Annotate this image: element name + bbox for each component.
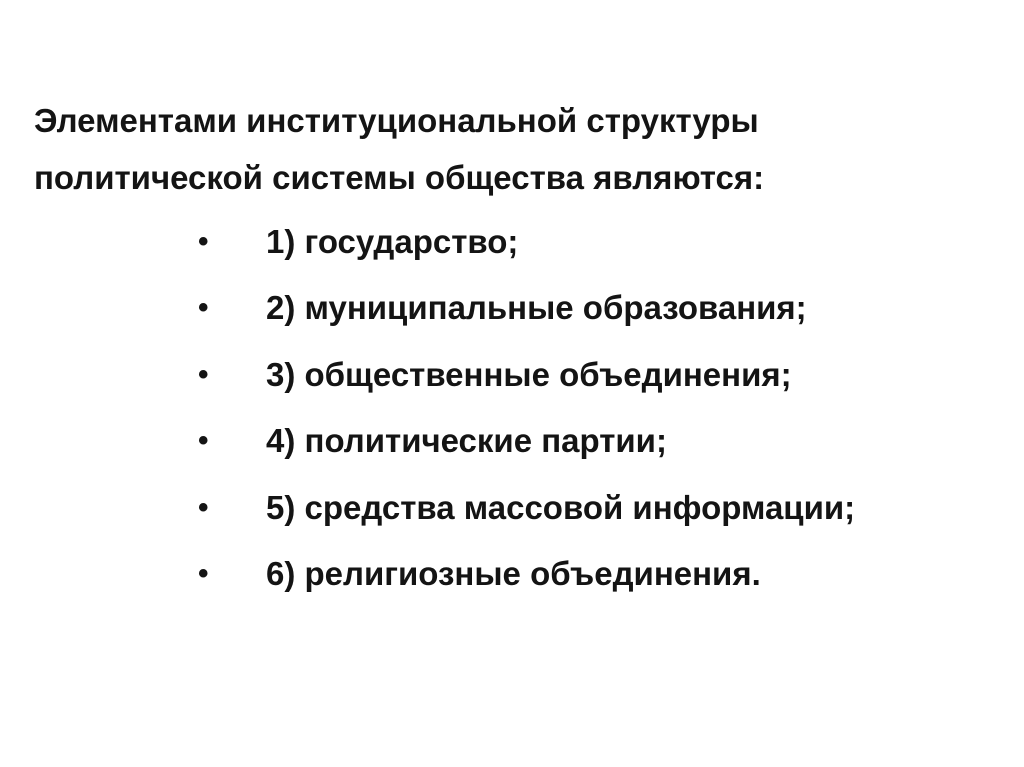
bullet-icon: •	[198, 225, 209, 258]
bullet-icon: •	[198, 291, 209, 325]
list-item	[198, 275, 998, 341]
list-item-label: 1) государство;	[266, 223, 519, 260]
list-item	[198, 541, 998, 607]
heading-line-2: политической системы общества являются:	[34, 159, 765, 196]
list-item	[198, 475, 998, 541]
list-item	[198, 408, 998, 474]
list-item-label: 4) политические партии;	[266, 422, 667, 460]
bullet-list	[198, 209, 998, 607]
bullet-icon: •	[198, 490, 209, 524]
list-item-label: 6) религиозные объединения.	[266, 554, 761, 592]
list-item	[198, 342, 998, 408]
bullet-icon: •	[198, 556, 209, 590]
list-item-label: 3) общественные объединения;	[266, 355, 792, 393]
list-item	[198, 209, 998, 275]
bullet-icon: •	[198, 424, 209, 458]
heading-line-1: Элементами институциональной структуры	[34, 102, 759, 139]
list-item-label: 5) средства массовой информации;	[266, 488, 856, 526]
list-item-label: 2) муниципальные образования;	[266, 289, 807, 327]
slide-heading	[34, 92, 994, 206]
bullet-icon: •	[198, 357, 209, 391]
